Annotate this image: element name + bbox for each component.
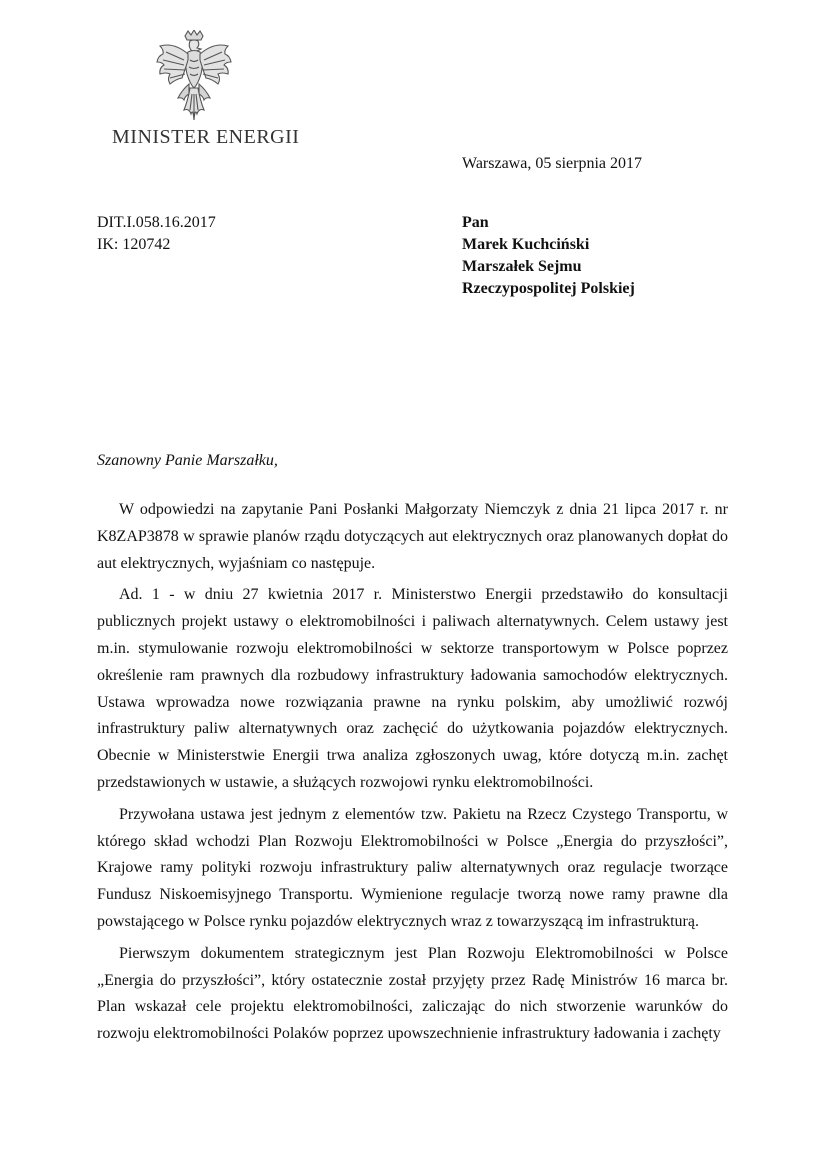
paragraph-2-label: Ad. 1 bbox=[119, 586, 160, 604]
recipient-line-3: Marszałek Sejmu bbox=[462, 258, 582, 275]
recipient-line-4: Rzeczypospolitej Polskiej bbox=[462, 280, 635, 297]
ministry-name: MINISTER ENERGII bbox=[112, 126, 300, 148]
place-and-date: Warszawa, 05 sierpnia 2017 bbox=[462, 155, 642, 172]
recipient-line-1: Pan bbox=[462, 214, 489, 231]
reference-block bbox=[97, 212, 216, 256]
recipient-address bbox=[462, 212, 635, 300]
salutation: Szanowny Panie Marszałku, bbox=[97, 452, 278, 469]
paragraph-2 bbox=[97, 582, 728, 796]
ik-number: IK: 120742 bbox=[97, 236, 171, 253]
paragraph-4: Pierwszym dokumentem strategicznym jest Plan Rozwoju Elektromobilności w Polsce „Energia do przyszłości”, który ostatecznie został przyjęty przez Radę Ministrów 16 marca br. Plan wskazał cele projektu elektromobilności, zaliczając do nich stworzenie warunków do rozwoju elektromobilności Polaków poprzez upowszechnienie infrastruktury ładowania i zachęty bbox=[97, 944, 728, 1043]
letter-body bbox=[97, 497, 728, 1053]
recipient-line-2: Marek Kuchciński bbox=[462, 236, 590, 253]
case-number: DIT.I.058.16.2017 bbox=[97, 214, 216, 231]
paragraph-2-text: - w dniu 27 kwietnia 2017 r. Ministerstwo Energii przedstawiło do konsultacji publicznych projekt ustawy o elektromobilności i paliwach alternatywnych. Celem ustawy jest m.in. stymulowanie rozwoju elektromobilności w sektorze transportowym w Polsce poprzez określenie ram prawnych dla rozbudowy infrastruktury ładowania samochodów elektrycznych. Ustawa wprowadza nowe rozwiązania prawne na rynku polskim, aby umożliwić rozwój infrastruktury paliw alternatywnych oraz zachęcić do użytkowania pojazdów elektrycznych. Obecnie w Ministerstwie Energii trwa analiza zgłoszonych uwag, które dotyczą m.in. zachęt przedstawionych w ustawie, a służących rozwojowi rynku elektromobilności. bbox=[97, 586, 728, 791]
polish-eagle-emblem-icon bbox=[154, 30, 234, 126]
paragraph-3: Przywołana ustawa jest jednym z elementów tzw. Pakietu na Rzecz Czystego Transportu, w którego skład wchodzi Plan Rozwoju Elektromobilności w Polsce „Energia do przyszłości”, Krajowe ramy polityki rozwoju infrastruktury paliw alternatywnych oraz regulacje tworzące Fundusz Niskoemisyjnego Transportu. Wymienione regulacje tworzą nowe ramy prawne dla powstającego w Polsce rynku pojazdów elektrycznych wraz z towarzyszącą im infrastrukturą. bbox=[97, 805, 728, 930]
paragraph-1: W odpowiedzi na zapytanie Pani Posłanki Małgorzaty Niemczyk z dnia 21 lipca 2017 r. nr K8ZAP3878 w sprawie planów rządu dotyczących aut elektrycznych oraz planowanych dopłat do aut elektrycznych, wyjaśniam co następuje. bbox=[97, 501, 728, 572]
